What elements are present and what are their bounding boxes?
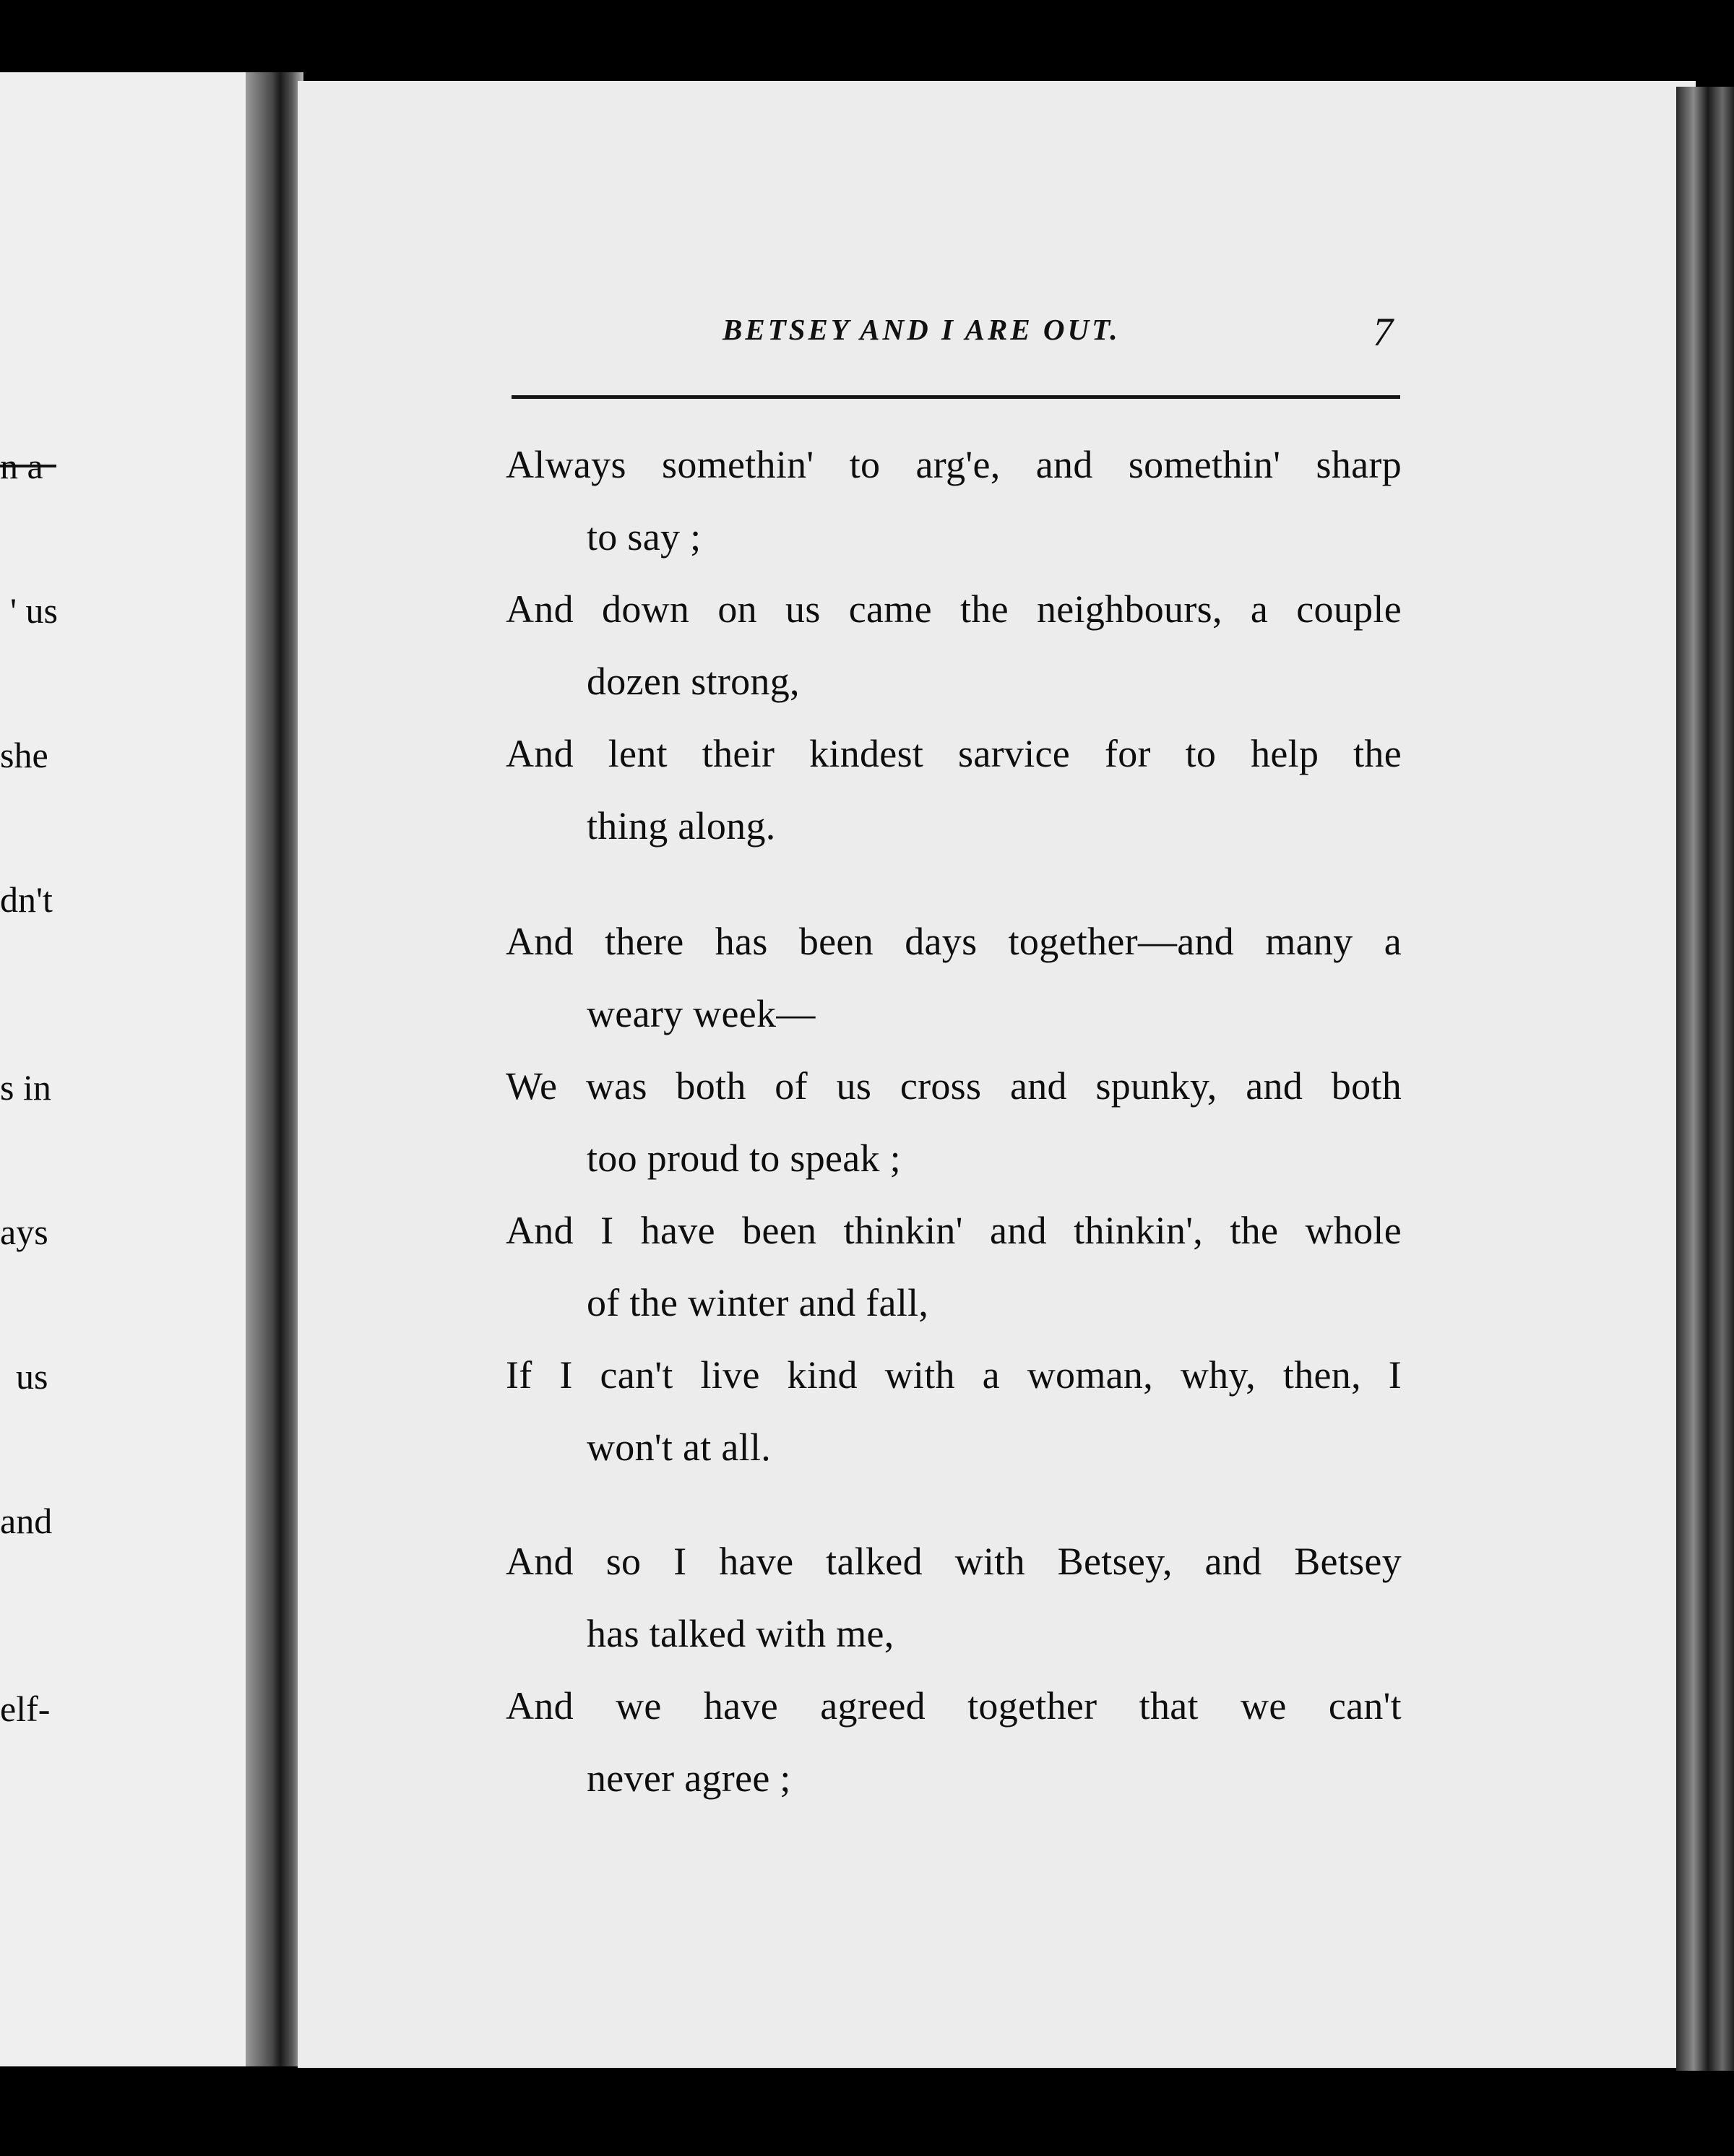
verse-line-continuation: won't at all.: [587, 1426, 772, 1469]
verse-line: And I have been thinkin' and thinkin', the whole: [506, 1209, 1402, 1252]
previous-page-line: s in: [0, 1067, 51, 1108]
verse-line: And there has been days together—and many a: [506, 920, 1402, 963]
previous-page-line: dn't: [0, 879, 53, 920]
book-gutter: [246, 72, 303, 2066]
header-rule: [512, 395, 1400, 399]
verse-line-continuation: weary week—: [587, 992, 816, 1035]
previous-page-line: ays: [0, 1212, 48, 1252]
verse-line-continuation: too proud to speak ;: [587, 1137, 901, 1180]
verse-line: And lent their kindest sarvice for to help the: [506, 732, 1402, 775]
page-edge: [1676, 87, 1734, 2095]
running-title: BETSEY AND I ARE OUT.: [722, 313, 1121, 346]
verse-line: If I can't live kind with a woman, why, then, I: [506, 1353, 1402, 1397]
page-number: 7: [1373, 310, 1393, 355]
previous-page-line: us: [16, 1356, 48, 1397]
verse-line-continuation: has talked with me,: [587, 1612, 894, 1655]
scan-border: [0, 2071, 1734, 2156]
verse-line-continuation: thing along.: [587, 804, 776, 848]
verse-line-continuation: to say ;: [587, 515, 702, 559]
verse-line-continuation: dozen strong,: [587, 660, 800, 703]
verse-line: And we have agreed together that we can't: [506, 1684, 1402, 1728]
verse-line-continuation: of the winter and fall,: [587, 1281, 929, 1324]
verse-line: And down on us came the neighbours, a couple: [506, 587, 1402, 631]
previous-page-line: ' us: [10, 590, 58, 631]
previous-page-fragment: [0, 72, 278, 2066]
previous-page-line: elf-: [0, 1689, 51, 1729]
previous-page-line: she: [0, 735, 48, 775]
verse-line-continuation: never agree ;: [587, 1756, 791, 1800]
verse-line: We was both of us cross and spunky, and both: [506, 1064, 1402, 1108]
verse-line: Always somethin' to arg'e, and somethin' sharp: [506, 443, 1402, 486]
previous-page-line: and: [0, 1501, 53, 1541]
verse-line: And so I have talked with Betsey, and Betsey: [506, 1540, 1402, 1583]
previous-page-line: n a: [0, 446, 43, 486]
